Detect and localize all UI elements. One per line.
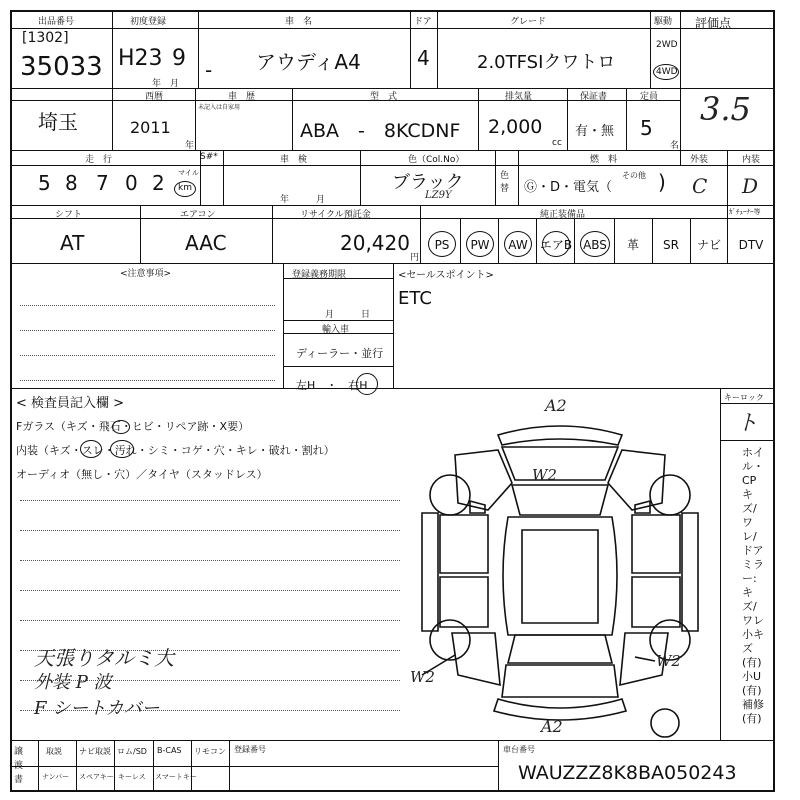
col-divider	[191, 740, 192, 792]
history-note: 未記入は自家用	[198, 104, 241, 111]
left-sill	[422, 513, 438, 631]
paren-close: )	[658, 170, 666, 194]
reg-unit: 月 日	[325, 310, 371, 320]
sharp-label: S#*	[200, 152, 218, 162]
first-reg-label: 初度登録	[130, 17, 167, 27]
mileage-digit: 5	[38, 171, 51, 195]
roof-body	[503, 517, 617, 635]
recycle: 20,420	[340, 231, 410, 255]
note-line	[20, 330, 275, 331]
row-divider	[720, 440, 775, 441]
row-divider	[10, 150, 775, 151]
equipment-label: 純正装備品	[540, 210, 586, 220]
equip-navi: ナビ	[696, 238, 721, 252]
inspector-line-3: オーディオ（無し・穴）／タイヤ（スタッドレス）	[16, 468, 268, 481]
damage-w2-right: W2	[656, 652, 681, 670]
damage-legend: ホイル・CPキズ/ワレ/ドアミラー:キズ/ワレ 小キズ(有) 小U(有) 補修(有)	[742, 446, 764, 725]
shift-label: シフト	[55, 210, 83, 220]
equip-abs: ABS	[583, 238, 607, 252]
col-divider	[437, 10, 438, 88]
fuel-other: その他	[622, 171, 646, 180]
row-divider	[10, 740, 775, 741]
inspector-line	[20, 500, 400, 501]
year: 2011	[130, 118, 171, 137]
reg-number-label: 登録番号	[234, 745, 266, 754]
first-reg-era: H23	[118, 46, 163, 71]
key-mark: ト	[736, 411, 759, 436]
exterior-label: 外装	[690, 155, 709, 165]
recycle-unit: 円	[410, 253, 420, 263]
row-divider	[10, 218, 775, 219]
roof	[522, 530, 598, 623]
tuner-label: ｶﾞﾁｭｰﾅｰ等	[729, 208, 761, 216]
col-divider	[114, 740, 115, 792]
inspection-label: 車 検	[280, 155, 308, 165]
col-divider	[567, 88, 568, 150]
drive-4wd: 4WD	[656, 67, 678, 77]
note-line	[20, 380, 275, 381]
col-divider	[272, 205, 273, 263]
lot-number: 35033	[20, 52, 103, 82]
import-value: ディーラー・並行	[296, 347, 384, 360]
displacement: 2,000	[488, 116, 543, 138]
footer-item: キーレス	[118, 773, 146, 781]
handwritten-note-1: 天張りタルミ大	[34, 646, 174, 670]
registration-label: 登録義務期限	[292, 270, 347, 280]
col-divider	[393, 263, 394, 388]
footer-item: スペアキー	[79, 773, 114, 781]
right-sill	[682, 513, 698, 631]
chassis-label: 車台番号	[503, 745, 535, 754]
col-divider	[195, 88, 196, 150]
front-bumper	[498, 426, 622, 445]
sales-label: <セールスポイント>	[398, 270, 494, 281]
transfer-label: 譲渡書	[14, 747, 24, 785]
note-line	[20, 305, 275, 306]
dirt-circle	[110, 440, 134, 458]
interior: D	[742, 174, 759, 198]
col-divider	[112, 88, 113, 150]
row-divider	[10, 165, 775, 166]
drive-label: 駆動	[654, 17, 673, 27]
doors-label: ドア	[414, 17, 432, 27]
mileage-unit-km: km	[178, 183, 192, 193]
color-code: LZ9Y	[425, 190, 452, 201]
fuel-options: Ⓖ・D・電気（	[524, 180, 613, 195]
ac-label: エアコン	[180, 210, 216, 220]
note-line	[20, 355, 275, 356]
row-divider	[10, 28, 775, 29]
leader-right	[635, 657, 655, 661]
exterior: C	[692, 174, 708, 198]
mileage-label: 走 行	[85, 155, 113, 165]
history-label: 車 歴	[228, 92, 256, 102]
interior-label: 内装	[742, 155, 761, 165]
shift: AT	[60, 231, 85, 255]
inspector-line-1: Fガラス（キズ・飛石・ヒビ・リペア跡・X要）	[16, 420, 250, 433]
wheel-rear-left	[430, 620, 470, 660]
equip-airbag: エアB	[539, 238, 573, 252]
row-divider	[10, 388, 775, 389]
col-divider	[140, 205, 141, 263]
color: ブラック	[392, 172, 464, 193]
col-divider	[650, 10, 651, 88]
score-label: 評価点	[695, 16, 732, 30]
col-divider	[498, 740, 499, 792]
handwritten-note-2: 外装 P 波	[34, 672, 112, 693]
col-divider	[360, 150, 361, 205]
displacement-label: 排気量	[505, 92, 533, 102]
car-name: アウディA4	[256, 50, 361, 74]
capacity-unit: 名	[670, 141, 680, 151]
col-divider	[38, 740, 39, 792]
equip-dtv: DTV	[738, 238, 764, 252]
col-divider	[229, 740, 230, 792]
col-divider	[727, 150, 728, 205]
col-divider	[153, 740, 154, 792]
handwritten-note-3: F シートカバー	[34, 698, 160, 719]
lot-sub: [1302]	[22, 30, 69, 46]
col-divider	[478, 88, 479, 150]
inspector-line	[20, 620, 400, 621]
inspection-unit: 年 月	[280, 195, 326, 205]
capacity: 5	[640, 116, 653, 140]
footer-item: ナンバー	[42, 773, 70, 781]
fuel-label: 燃 料	[590, 155, 618, 165]
year-label: 西暦	[145, 92, 164, 102]
mileage-digit: 2	[152, 171, 165, 195]
equip-sr: SR	[663, 238, 679, 252]
doors: 4	[417, 46, 430, 70]
chassis-number: WAUZZZ8K8BA050243	[518, 762, 737, 784]
col-divider	[223, 150, 224, 205]
year-unit: 年	[185, 141, 195, 151]
score: 3.5	[700, 90, 751, 128]
rear-glass	[508, 635, 612, 663]
chip-circle	[112, 420, 130, 434]
col-divider	[410, 10, 411, 88]
dash: -	[205, 58, 213, 82]
spare-wheel	[651, 709, 679, 737]
color-change-label: 色替	[500, 171, 510, 194]
warranty: 有・無	[575, 124, 615, 139]
ac: AAC	[185, 231, 227, 255]
row-divider	[283, 320, 393, 321]
inspector-title: < 検査員記入欄 >	[16, 396, 125, 411]
equip-aw: AW	[508, 238, 528, 252]
equip-leather: 革	[626, 238, 639, 252]
col-divider	[420, 205, 421, 263]
inspector-line	[20, 530, 400, 531]
grade-label: グレード	[510, 17, 547, 27]
import-label: 輸入車	[322, 325, 350, 335]
footer-item: B-CAS	[157, 746, 182, 755]
lot-label: 出品番号	[38, 17, 75, 27]
drive-2wd: 2WD	[656, 40, 678, 50]
trunk	[502, 665, 618, 697]
right-front-door	[632, 515, 680, 573]
windshield	[512, 485, 608, 515]
model-label: 型 式	[370, 92, 398, 102]
key-label: キーロック	[724, 393, 764, 402]
damage-a2-bottom: A2	[541, 717, 563, 736]
col-divider	[112, 10, 113, 88]
displacement-unit: cc	[552, 138, 562, 148]
warranty-label: 保証書	[580, 92, 608, 102]
wheel-front-right	[650, 475, 690, 515]
mileage-digit: 0	[125, 171, 138, 195]
first-reg-unit: 年 月	[152, 79, 180, 89]
row-divider	[720, 403, 775, 404]
car-name-label: 車 名	[285, 17, 313, 27]
inspector-line-2: 内装（キズ・スレ・汚れ・シミ・コゲ・穴・キレ・破れ・割れ）	[16, 444, 335, 457]
footer-item: リモコン	[194, 747, 226, 756]
damage-a2-top: A2	[545, 396, 567, 415]
damage-w2-left: W2	[410, 668, 435, 686]
scuff-circle	[80, 440, 102, 458]
recycle-label: リサイクル預託金	[300, 210, 371, 220]
mileage-unit-mile: マイル	[178, 169, 199, 177]
row-divider	[283, 366, 393, 367]
col-divider	[292, 88, 293, 150]
footer-item: スマートキー	[155, 773, 197, 781]
footer-item: ナビ取説	[79, 747, 111, 756]
col-divider	[626, 88, 627, 150]
damage-w2-roof: W2	[532, 466, 557, 484]
first-reg-month: 9	[172, 46, 186, 71]
model: ABA - 8KCDNF	[300, 120, 461, 142]
left-front-door	[440, 515, 488, 573]
footer-item: 取説	[46, 747, 62, 756]
equip-ps: PS	[434, 238, 450, 252]
col-divider	[680, 10, 681, 165]
inspector-line	[20, 560, 400, 561]
left-quarter	[452, 633, 500, 685]
col-divider	[76, 740, 77, 792]
car-diagram	[400, 395, 720, 740]
row-divider	[10, 205, 775, 206]
mileage-digit: 7	[96, 171, 109, 195]
col-divider	[518, 150, 519, 205]
hood	[502, 447, 618, 480]
col-divider	[495, 150, 496, 205]
col-divider	[198, 10, 199, 88]
wheel-front-left	[430, 475, 470, 515]
capacity-label: 定員	[640, 92, 659, 102]
row-divider	[10, 766, 498, 767]
footer-item: ロム/SD	[117, 747, 147, 756]
sales-point: ETC	[398, 288, 432, 309]
col-divider	[283, 263, 284, 388]
steering: 左H ・ 右H	[296, 379, 368, 392]
notice-label: <注意事項>	[120, 269, 172, 279]
color-label: 色（Col.No）	[408, 155, 465, 165]
region: 埼玉	[38, 110, 78, 134]
inspector-line	[20, 590, 400, 591]
grade: 2.0TFSIクワトロ	[477, 52, 616, 73]
equip-pw: PW	[470, 238, 490, 252]
mileage-digit: 8	[65, 171, 78, 195]
